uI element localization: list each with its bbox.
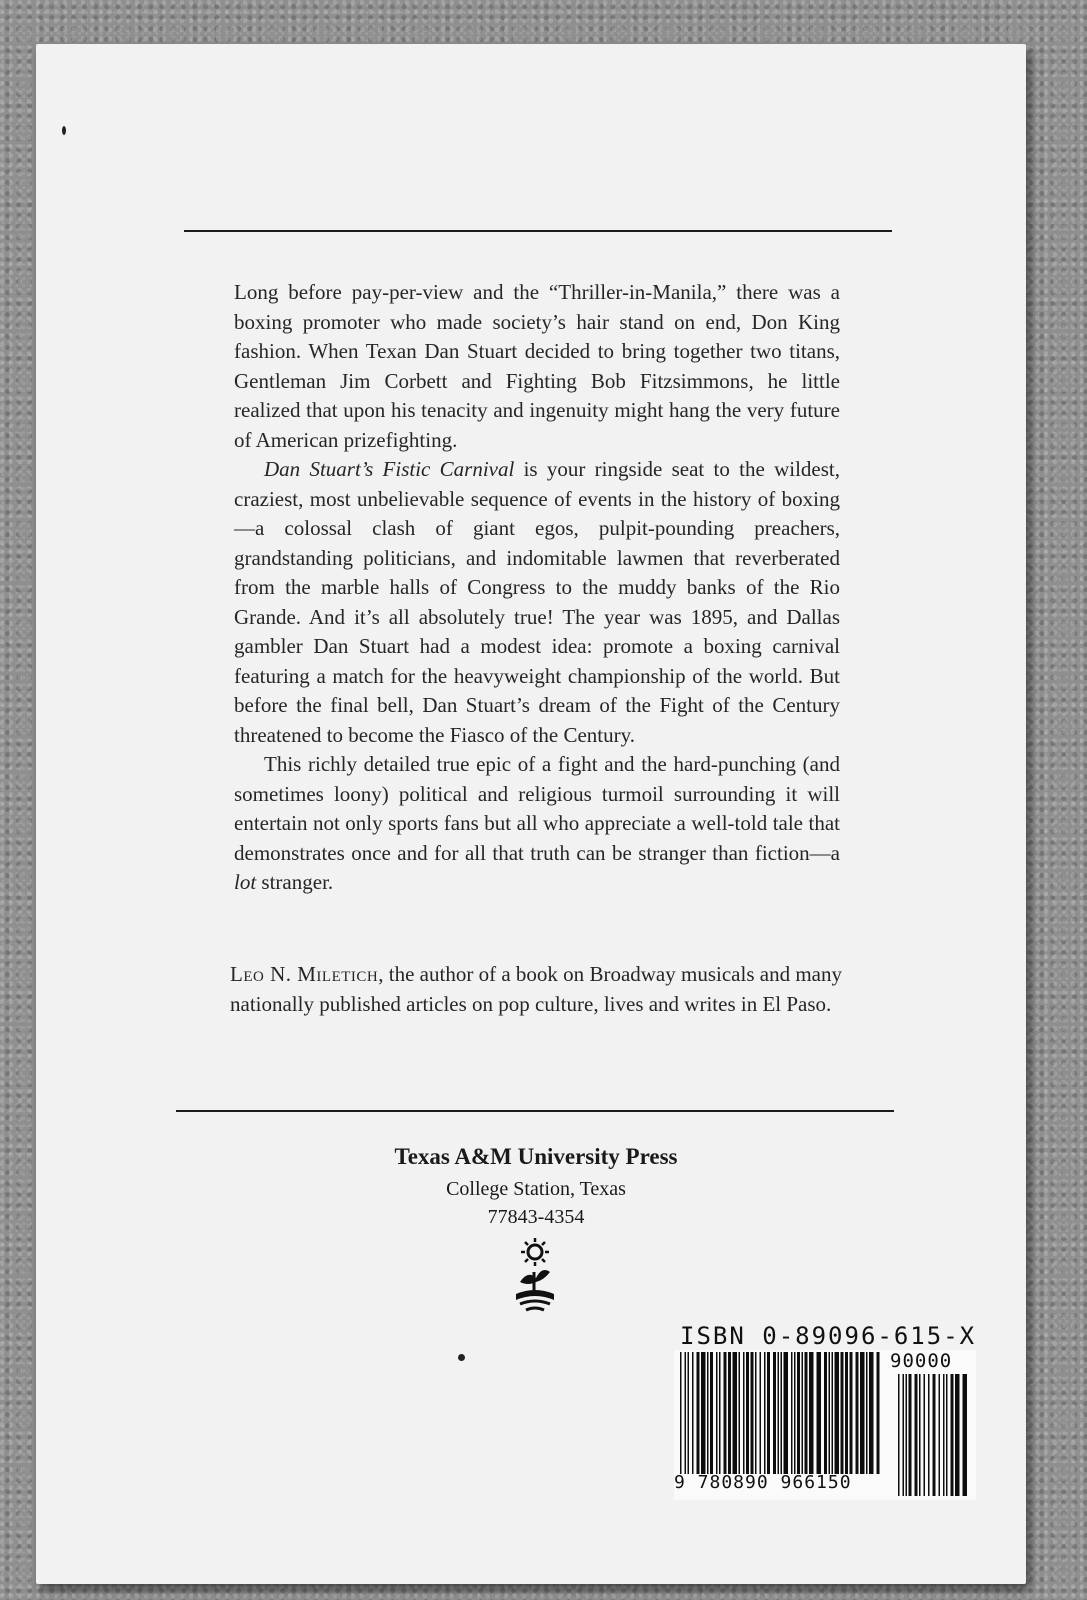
barcode-bar — [903, 1374, 905, 1496]
barcode-bar — [817, 1352, 822, 1474]
barcode-bar — [866, 1352, 868, 1474]
blurb-paragraph-3-text: This richly detailed true epic of a fight and the hard-punching (and sometimes loony) political and religious turmoil surrounding it will entertain not only sports fans but all who appreciate a well-told tale that demonstrates once and for all that truth can be stranger than fiction—a — [234, 752, 840, 865]
ean-barcode-bars — [678, 1352, 884, 1474]
barcode-bar — [784, 1352, 789, 1474]
barcode-bar — [955, 1374, 960, 1496]
barcode-bar — [739, 1352, 741, 1474]
barcode-bar — [845, 1352, 848, 1474]
barcode-bar — [943, 1374, 945, 1496]
blurb-emphasis: lot — [234, 870, 257, 894]
barcode-bar — [719, 1352, 721, 1474]
publisher-name: Texas A&M University Press — [394, 1144, 678, 1169]
barcode-bar — [906, 1374, 908, 1496]
barcode-bar — [794, 1352, 796, 1474]
barcode-bar — [805, 1352, 808, 1474]
barcode-bar — [746, 1352, 749, 1474]
barcode-bar — [688, 1352, 690, 1474]
author-bio-text: , the author of a book on Broadway musicals and many nationally published articles on pop culture, lives and writes in El Paso. — [230, 962, 842, 1016]
publisher-logo-icon — [512, 1236, 558, 1312]
barcode-bar — [939, 1374, 941, 1496]
addon-barcode-bars — [896, 1374, 970, 1496]
book-title: Dan Stuart’s Fistic Carnival — [264, 457, 515, 481]
barcode-bar — [728, 1352, 731, 1474]
barcode-bar — [697, 1352, 700, 1474]
barcode-bar — [809, 1352, 814, 1474]
price-code: 90000 — [890, 1350, 953, 1372]
blurb-paragraph-1: Long before pay-per-view and the “Thriller-in-Manila,” there was a boxing promoter who made society’s hair stand on end, Don King fashion. When Texan Dan Stuart decided to bring together two titans, Gentleman Jim Corbett and Fighting Bob Fitzsimmons, he little realized that upon his tenacity and ingenuity might hang the very future of American prizefighting. — [234, 280, 840, 452]
barcode-bar — [860, 1352, 865, 1474]
blurb-paragraph-2-text: is your ringside seat to the wildest, craziest, most unbelievable sequence of events in the history of boxing—a colossal clash of giant egos, pulpit-pounding preachers, grandstanding politicians, and indomitable lawmen that reverberated from the marble halls of Congress to the muddy banks of the Rio Grande. And it’s all absolutely true! The year was 1895, and Dallas gambler Dan Stuart had a modest idea: promote a boxing carnival featuring a match for the heavyweight championship of the world. But before the final bell, Dan Stuart’s dream of the Fight of the Century threatened to become the Fiasco of the Century. — [234, 457, 840, 747]
barcode-bar — [680, 1352, 682, 1474]
barcode-bar — [701, 1352, 706, 1474]
barcode-bar — [829, 1352, 831, 1474]
barcode-bar — [710, 1352, 713, 1474]
author-bio — [230, 960, 842, 1019]
barcode-bar — [724, 1352, 727, 1474]
barcode-bar — [791, 1352, 793, 1474]
author-name: Leo N. Miletich — [230, 962, 379, 986]
barcode-bar — [802, 1352, 804, 1474]
publisher-city: College Station, Texas — [446, 1178, 626, 1200]
blurb-paragraph-3 — [234, 750, 840, 898]
barcode-bar — [915, 1374, 918, 1496]
barcode-bar — [856, 1352, 859, 1474]
blurb-paragraph-2 — [234, 455, 840, 750]
barcode-bar — [877, 1352, 880, 1474]
ean-digits: 9 780890 966150 — [674, 1472, 852, 1493]
barcode-bar — [685, 1352, 687, 1474]
speck — [458, 1354, 465, 1361]
barcode-bar — [707, 1352, 709, 1474]
book-back-cover — [36, 44, 1026, 1584]
barcode-bar — [835, 1352, 840, 1474]
barcode — [674, 1350, 976, 1500]
speck — [62, 126, 66, 135]
barcode-bar — [869, 1352, 874, 1474]
bottom-divider — [176, 1110, 894, 1112]
barcode-bar — [797, 1352, 800, 1474]
barcode-bar — [919, 1374, 921, 1496]
barcode-bar — [751, 1352, 754, 1474]
barcode-bar — [951, 1374, 954, 1496]
barcode-bar — [963, 1374, 968, 1496]
barcode-bar — [841, 1352, 844, 1474]
barcode-bar — [898, 1374, 900, 1496]
barcode-bar — [781, 1352, 783, 1474]
barcode-bar — [773, 1352, 776, 1474]
barcode-bar — [824, 1352, 827, 1474]
blurb-paragraph-3-end: stranger. — [256, 870, 334, 894]
top-divider — [184, 230, 892, 232]
barcode-bar — [832, 1352, 834, 1474]
barcode-bar — [850, 1352, 853, 1474]
barcode-bar — [909, 1374, 912, 1496]
barcode-bar — [760, 1352, 762, 1474]
barcode-bar — [692, 1352, 694, 1474]
barcode-bar — [928, 1374, 930, 1496]
barcode-bar — [743, 1352, 745, 1474]
barcode-bar — [733, 1352, 738, 1474]
blurb-text — [234, 278, 840, 898]
barcode-bar — [778, 1352, 780, 1474]
barcode-bar — [933, 1374, 936, 1496]
publisher-zip: 77843-4354 — [487, 1206, 585, 1228]
barcode-bar — [716, 1352, 718, 1474]
barcode-bar — [755, 1352, 757, 1474]
barcode-bar — [946, 1374, 948, 1496]
barcode-bar — [764, 1352, 766, 1474]
isbn-label: ISBN 0-89096-615-X — [680, 1322, 977, 1350]
barcode-bar — [767, 1352, 770, 1474]
barcode-bar — [924, 1374, 926, 1496]
